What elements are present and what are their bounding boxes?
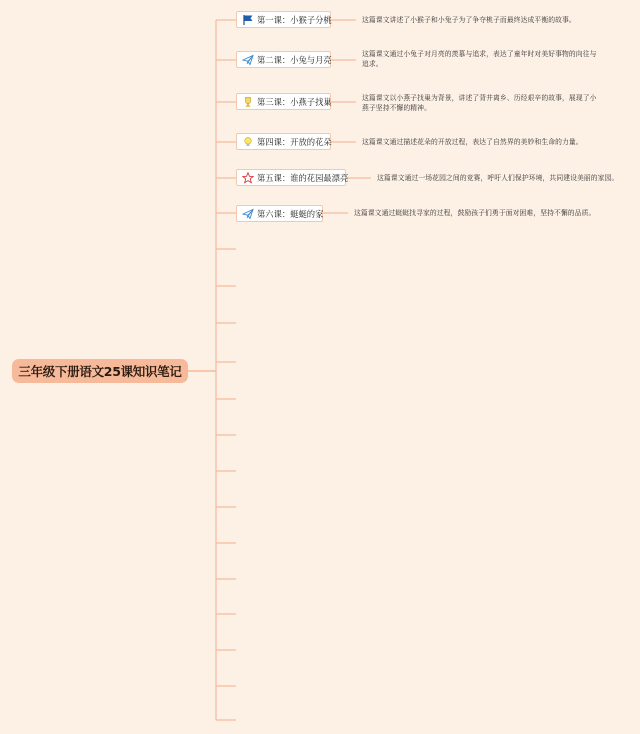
- paper-plane-icon: [242, 208, 254, 220]
- lesson-label: 第三课：小燕子找巢: [257, 96, 332, 107]
- lesson-label: 第六课：蜓蜓的家: [257, 208, 324, 219]
- flag-icon: [242, 14, 254, 26]
- lesson-label: 第二课：小兔与月亮: [257, 54, 332, 65]
- lesson-topic-6[interactable]: [236, 205, 323, 222]
- lesson-note-4: 这篇课文通过描述花朵的开放过程，表达了自然界的美妙和生命的力量。: [362, 138, 583, 146]
- paper-plane-icon: [242, 54, 254, 66]
- lesson-label: 第四课：开放的花朵: [257, 136, 332, 147]
- lesson-note-5: 这篇课文通过一场花园之间的竞赛，呼吁人们保护环境，共同建设美丽的家园。: [377, 174, 619, 182]
- lesson-label: 第一课：小猴子分桃: [257, 14, 332, 25]
- lesson-label: 第五课：谁的花园最漂亮: [257, 172, 349, 183]
- star-icon: [242, 172, 254, 184]
- lesson-topic-4[interactable]: [236, 133, 331, 150]
- trophy-icon: [242, 96, 254, 108]
- root-topic[interactable]: [12, 359, 188, 383]
- lesson-note-1: 这篇课文讲述了小猴子和小兔子为了争夺桃子而最终达成平衡的故事。: [362, 16, 576, 24]
- lesson-topic-2[interactable]: [236, 51, 331, 68]
- lightbulb-icon: [242, 136, 254, 148]
- lesson-note-2: 这篇课文通过小兔子对月亮的羡慕与追求，表达了童年时对美好事物的向往与追求。: [362, 50, 597, 68]
- lesson-note-3: 这篇课文以小燕子找巢为背景，讲述了背井离乡、历经艰辛的故事，展现了小燕子坚持不懈的精神。: [362, 94, 597, 112]
- lesson-topic-5[interactable]: [236, 169, 349, 186]
- lesson-note-6: 这篇课文通过蜓蜓找寻家的过程，鼓励孩子们勇于面对困难，坚持不懈的品质。: [354, 209, 596, 217]
- root-title: 三年级下册语文25课知识笔记: [18, 364, 182, 379]
- lesson-topic-1[interactable]: [236, 11, 331, 28]
- lesson-topic-3[interactable]: [236, 93, 331, 110]
